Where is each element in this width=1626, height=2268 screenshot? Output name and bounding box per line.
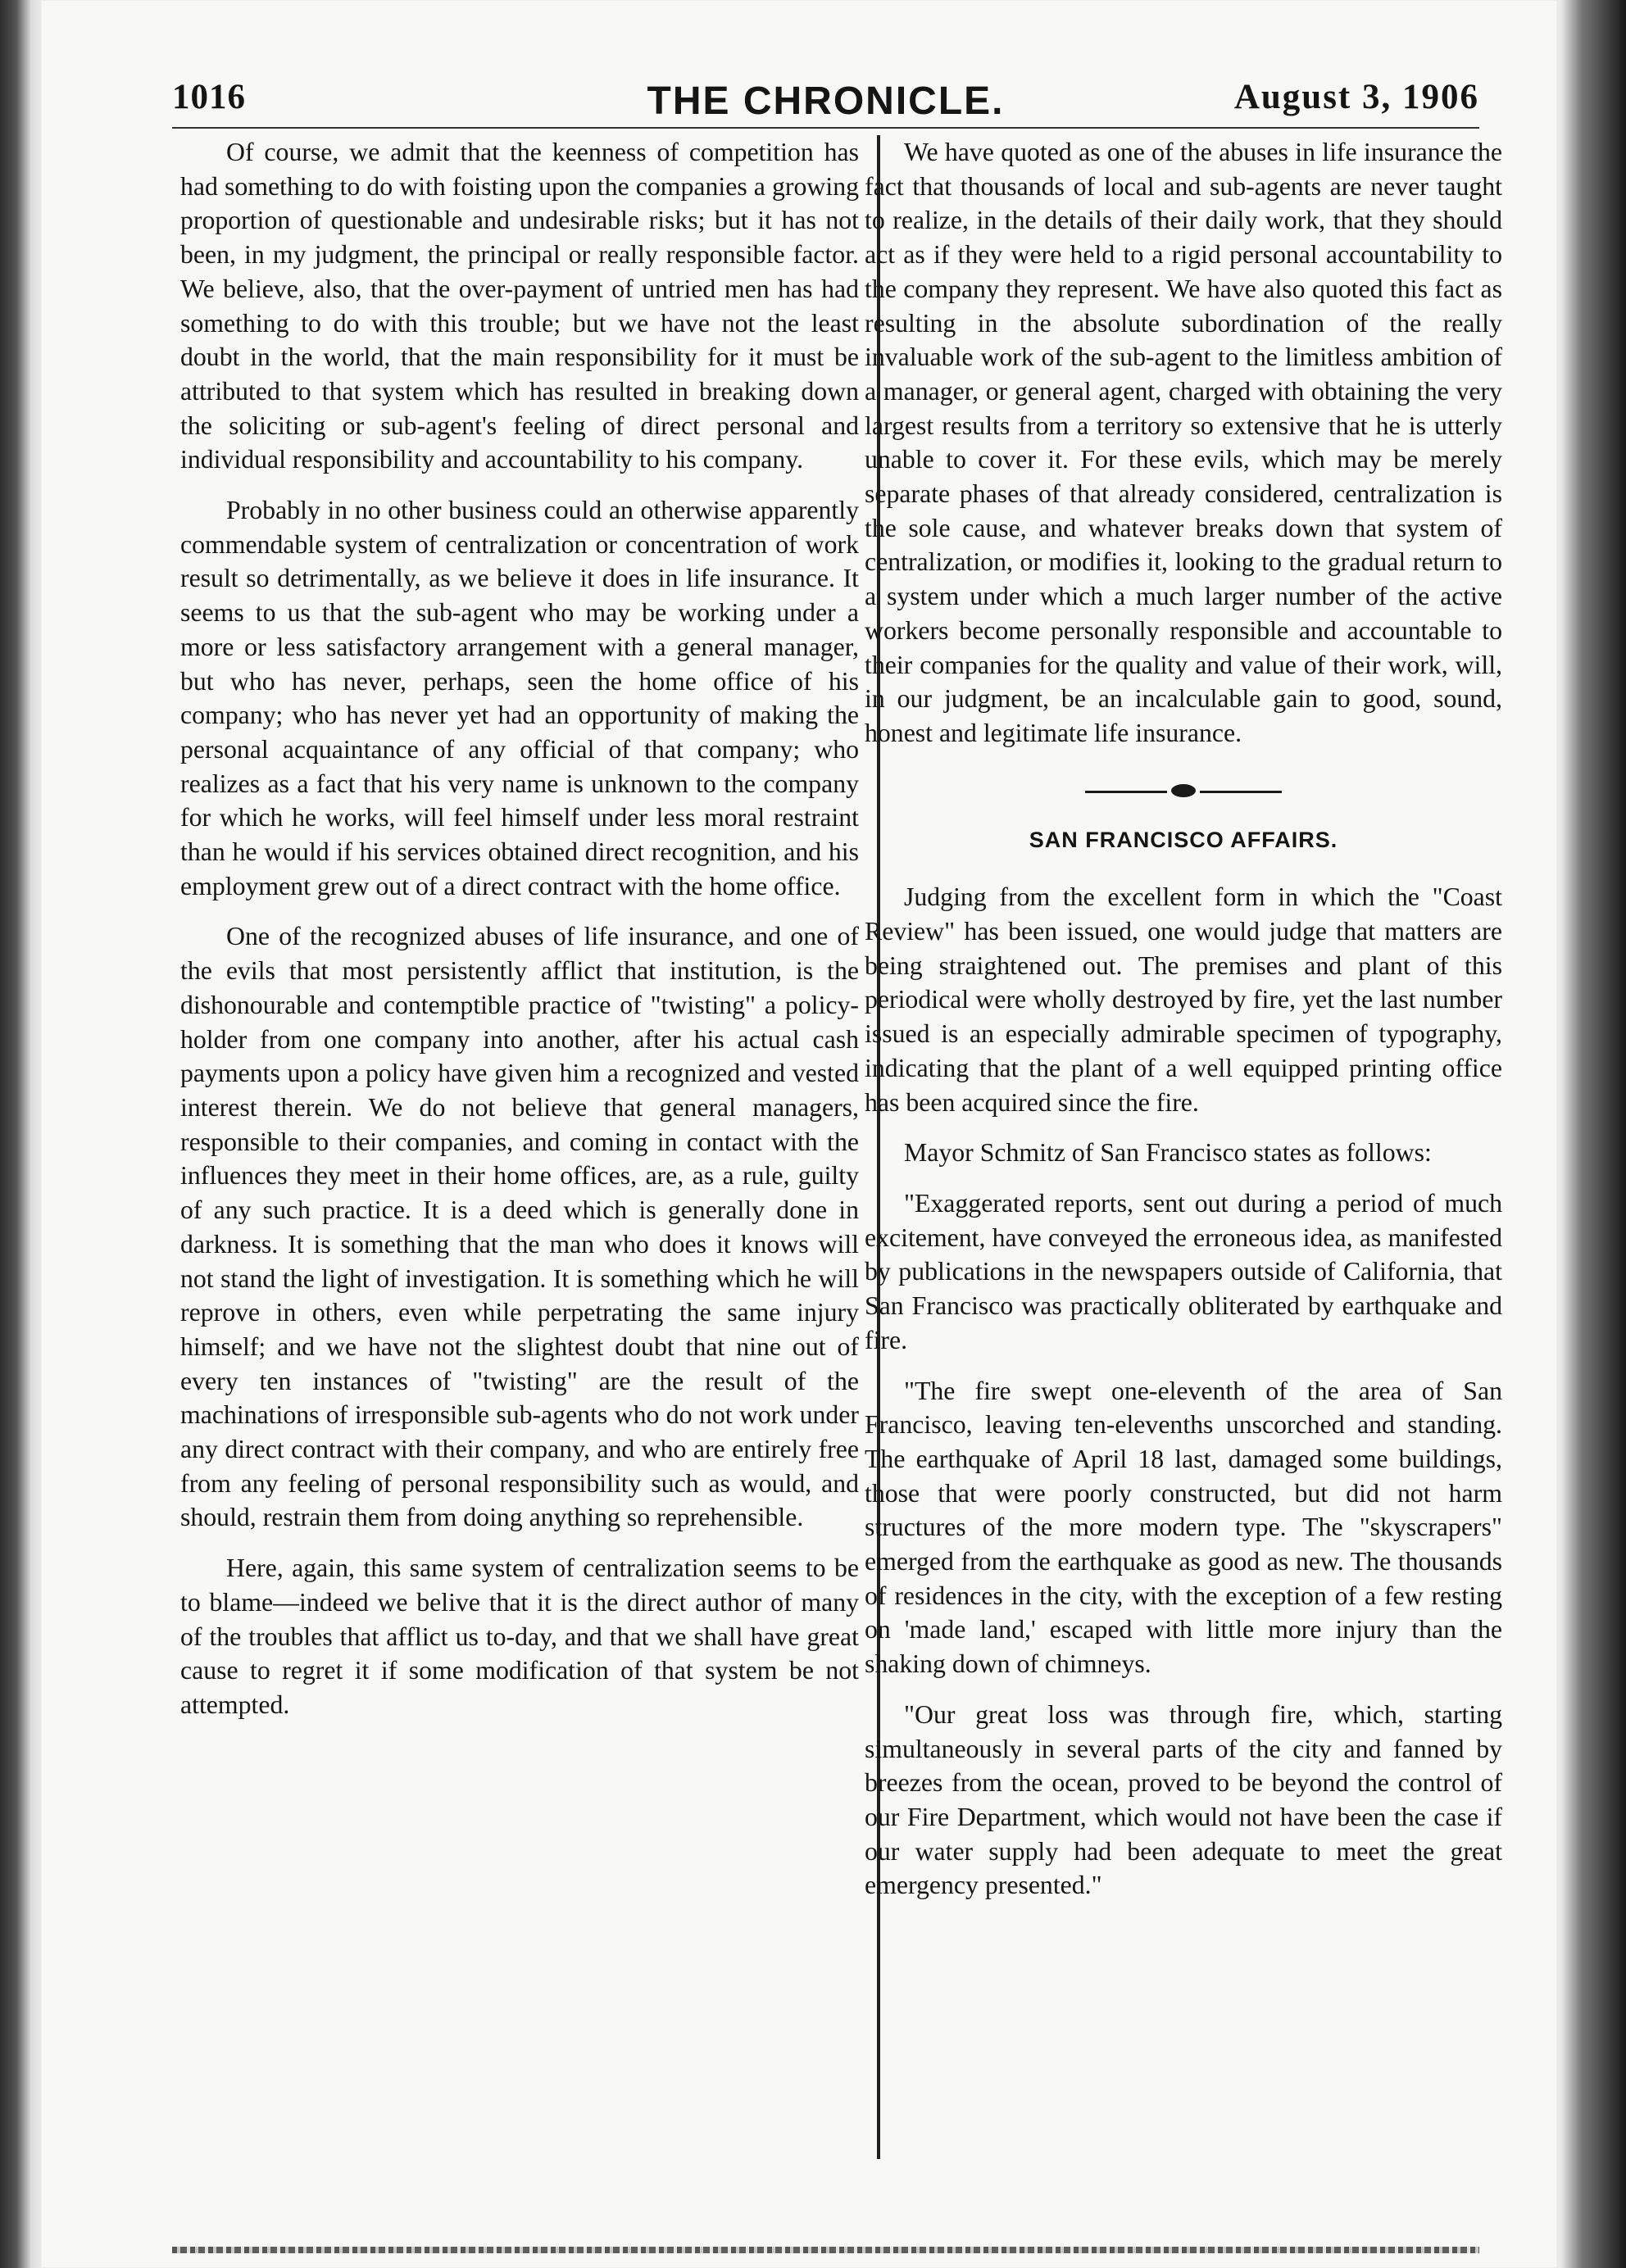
ornament-right-rule bbox=[1200, 791, 1282, 793]
section-heading: SAN FRANCISCO AFFAIRS. bbox=[1029, 827, 1338, 852]
left-paragraph-1: Of course, we admit that the keenness of competition has had something to do with foisting upon the companies a growing proportion of questionable and undesirable risks; but it has not been, in my judgment, the principal or really responsible factor. We believe, also, that the over-payment of untried men has had something to do with this trouble; but we have not the least doubt in the world, that the main responsibility for it must be attributed to that system which has resulted in breaking down the soliciting or sub-agent's feeling of direct personal and individual responsibility and accountability to his company. bbox=[180, 138, 859, 474]
right-paragraph-2: Judging from the excellent form in which the "Coast Review" has been issued, one would judge that matters are being straightened out. The premises and plant of this periodical were wholly destroyed by fire, yet the last number issued is an especially admirable specimen of typography, indicating that the plant of a well equipped printing office has been acquired since the fire. bbox=[865, 882, 1502, 1117]
right-paragraph-1: We have quoted as one of the abuses in life insurance the fact that thousands of local and sub-agents are never taught to realize, in the details of their daily work, that they should act as if they were held to a rigid personal accountability to the company they represent. We have also quoted this fact as resulting in the absolute subordination of the really invaluable work of the sub-agent to the limitless ambition of a manager, or general agent, charged with obtaining the very largest results from a territory so extensive that he is utterly unable to cover it. For these evils, which may be merely separate phases of that already considered, centralization is the sole cause, and whatever breaks down that system of centralization, or modifies it, looking to the gradual return to a system under which a much larger number of the active workers become personally responsible and accountable to their companies for the quality and value of their work, will, in our judgment, be an incalculable gain to good, sound, honest and legitimate life insurance. bbox=[865, 138, 1502, 747]
ornament-diamond bbox=[1171, 784, 1196, 797]
left-paragraph-3: One of the recognized abuses of life insurance, and one of the evils that most persistently afflict that institution, is the dishonourable and contemptible practice of "twisting" a policy-holder from one company into another, after his actual cash payments upon a policy have given him a recognized and vested interest therein. We do not believe that general managers, responsible to their companies, and coming in contact with the influences they meet in their home offices, are, as a rule, guilty of any such practice. It is a deed which is generally done in darkness. It is something that the man who does it knows will not stand the light of investigation. It is something which he will reprove in others, even while perpetrating the same injury himself; and we have not the slightest doubt that nine out of every ten instances of "twisting" are the result of the machinations of irresponsible sub-agents who do not work under any direct contract with their company, and who are entirely free from any feeling of personal responsibility such as would, and should, restrain them from doing anything so reprehensible. bbox=[180, 922, 859, 1532]
newspaper-page bbox=[41, 0, 1557, 2268]
page-number: 1016 bbox=[172, 78, 246, 116]
section-ornament bbox=[1085, 779, 1282, 804]
header-rule bbox=[172, 127, 1479, 129]
bottom-scan-edge bbox=[172, 2247, 1479, 2253]
right-paragraph-3: Mayor Schmitz of San Francisco states as follows: bbox=[904, 1138, 1432, 1168]
right-column bbox=[865, 135, 1502, 1919]
right-paragraph-5: "The fire swept one-eleventh of the area of San Francisco, leaving ten-elevenths unscorched and standing. The earthquake of April 18 last, damaged some buildings, those that were poorly constructed, but did not harm structures of the more modern type. The "skyscrapers" emerged from the earthquake as good as new. The thousands of residences in the city, with the exception of a few resting on 'made land,' escaped with little more injury than the shaking down of chimneys. bbox=[865, 1376, 1502, 1679]
right-paragraph-4: "Exaggerated reports, sent out during a period of much excitement, have conveyed the erroneous idea, as manifested by publications in the newspapers outside of California, that San Francisco was practically obliterated by earthquake and fire. bbox=[865, 1188, 1502, 1354]
page-header bbox=[172, 67, 1479, 141]
left-paragraph-4: Here, again, this same system of centralization seems to be to blame—indeed we belive that it is the direct author of many of the troubles that afflict us to-day, and that we shall have great cause to regret it if some modification of that system be not attempted. bbox=[180, 1554, 859, 1719]
left-column bbox=[180, 135, 859, 1739]
left-paragraph-2: Probably in no other business could an otherwise apparently commendable system of centralization or concentration of work result so detrimentally, as we believe it does in life insurance. It seems to us that the sub-agent who may be working under a more or less satisfactory arrangement with a general manager, but who has never, perhaps, seen the home office of his company; who has never yet had an opportunity of making the personal acquaintance of any official of that company; who realizes as a fact that his very name is unknown to the company for which he works, will feel himself under less moral restraint than he would if his services obtained direct recognition, and his employment grew out of a direct contract with the home office. bbox=[180, 496, 859, 900]
issue-date: August 3, 1906 bbox=[1233, 78, 1479, 116]
publication-title: THE CHRONICLE. bbox=[647, 79, 1005, 123]
ornament-left-rule bbox=[1085, 791, 1167, 793]
right-paragraph-6: "Our great loss was through fire, which, starting simultaneously in several parts of the city and fanned by breezes from the ocean, proved to be beyond the control of our Fire Department, which would not have been the case if our water supply had been adequate to meet the great emergency presented." bbox=[865, 1699, 1502, 1900]
